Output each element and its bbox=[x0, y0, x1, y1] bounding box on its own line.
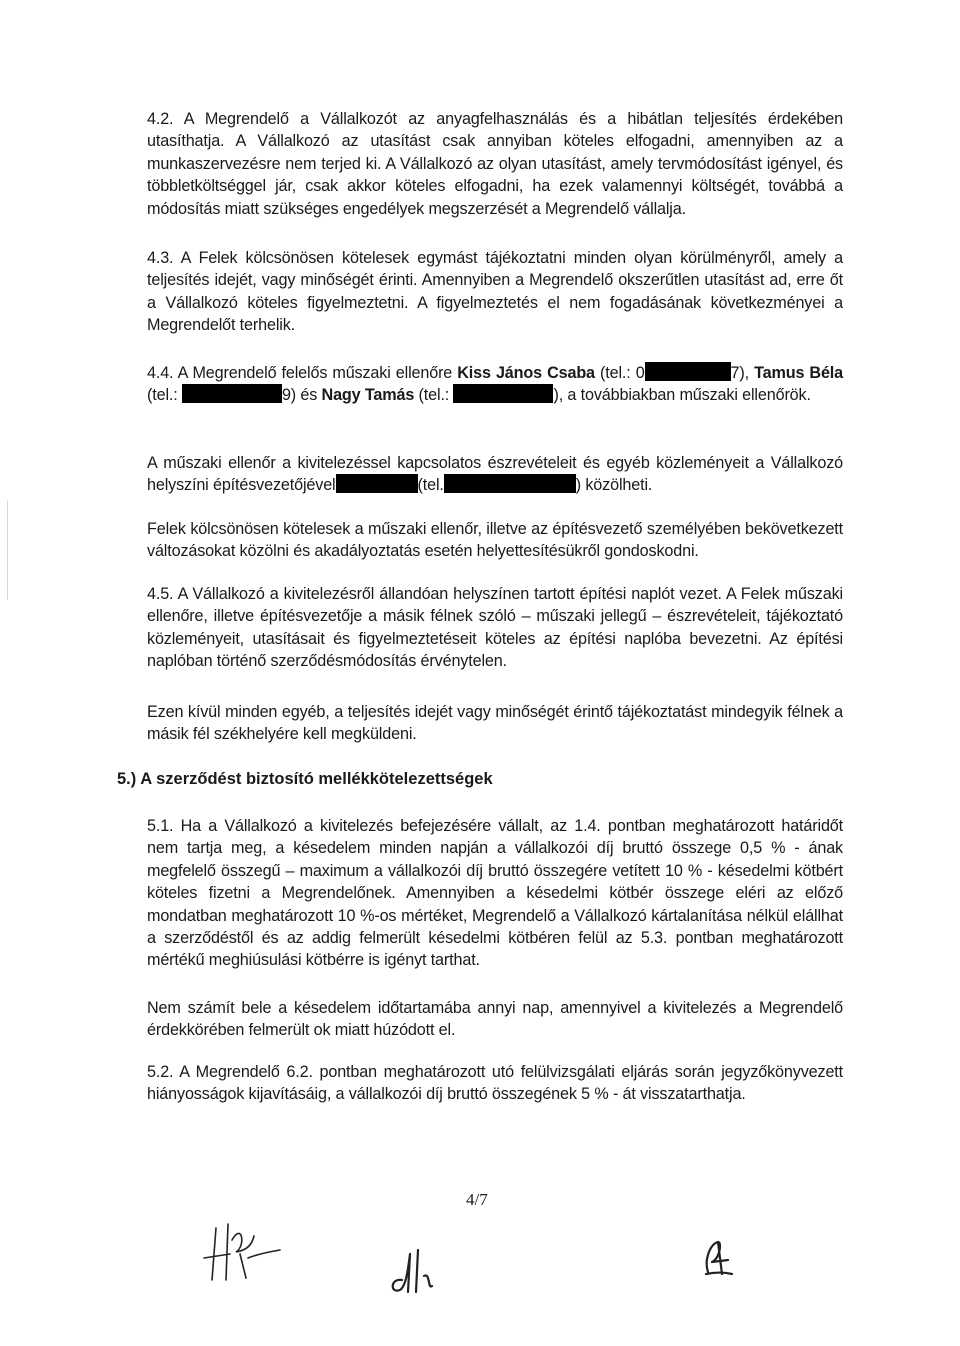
inspector-name-3: Nagy Tamás bbox=[321, 386, 415, 405]
paragraph-5-1: 5.1. Ha a Vállalkozó a kivitelezés befejezésére vállalt, az 1.4. pontban meghatározott határidőt nem tartja meg, a késedelem minden napján a vállalkozói díj bruttó összege 0,5 % - ának megfelelő összegű – maximum a vállalkozói díj bruttó összegére vetített 10 % - késedelmi kötbért köteles fizetni a Megrendelőnek. Amennyiben a késedelmi kötbér összege eléri az előző mondatban meghatározott 10 %-os mértéket, Megrendelő a Vállalkozó kártalanítása nélkül elállhat a szerződéstől és az addig felmerült késedelmi kötbéren felül az 5.3. pontban meghatározott mértékű meghiúsulási kötbérre is igényt tarthat. bbox=[147, 817, 843, 970]
scan-edge-line bbox=[7, 500, 8, 600]
inspector-name-2: Tamus Béla bbox=[754, 364, 843, 382]
paragraph-4-3: 4.3. A Felek kölcsönösen kötelesek egymást tájékoztatni minden olyan körülményről, amely a teljesítés idejét, vagy minőségét érinti. Amennyiben a Megrendelő okszerűtlen utasítást ad, erre őt a Vállalkozó köteles figyelmeztetni. A figyelmeztetés el nem fogadásának következményei a Megrendelőt terhelik. bbox=[147, 249, 843, 335]
section-5-heading: 5.) A szerződést biztosító mellékkötelezettségek bbox=[117, 770, 493, 788]
site-manager-text-b: (tel. bbox=[417, 476, 444, 495]
tel-close-1: 7), bbox=[730, 364, 755, 382]
paragraph-ezen: Ezen kívül minden egyéb, a teljesítés idejét vagy minőségét érintő tájékoztatást mindegyik félnek a másik fél székhelyére kell megküldeni. bbox=[147, 703, 843, 744]
page-number: 4/7 bbox=[466, 1190, 488, 1209]
tel-open-3: (tel.: bbox=[414, 386, 454, 405]
redacted-phone-2 bbox=[182, 384, 282, 403]
paragraph-site-manager bbox=[147, 452, 843, 497]
redacted-phone-1 bbox=[645, 362, 731, 381]
site-manager-text-c: ) közölheti. bbox=[575, 476, 653, 495]
signature-left bbox=[196, 1218, 286, 1288]
paragraph-nem-szamit: Nem számít bele a késedelem időtartamába annyi nap, amennyivel a kivitelezés a Megrendelő érdekkörében felmerült ok miatt húzódott el. bbox=[147, 999, 843, 1040]
inspector-name-1: Kiss János Csaba bbox=[457, 364, 595, 382]
signature-right bbox=[698, 1236, 738, 1280]
paragraph-4-2 bbox=[147, 108, 843, 220]
site-manager-text-a: A műszaki ellenőr a kivitelezéssel kapcsolatos észrevételeit és egyéb közleményeit a Vállalkozó helyszíni építésvezetőjével bbox=[147, 454, 843, 495]
signature-middle bbox=[388, 1240, 438, 1300]
paragraph-4-2-text-a: 4.2. A Megrendelő a Vállalkozót az anyagfelhasználás és a hibátlan teljesítés érdekében utasíthatja. A Vállalkozó az utasítást csak annyiban köteles elfogadni, amennyiben az a munkaszervezésre nem terjed ki. bbox=[147, 110, 843, 173]
redacted-site-manager-name bbox=[336, 474, 418, 493]
tel-close-3: ), a továbbiakban műszaki ellenőrök. bbox=[553, 386, 811, 405]
tel-open-2: (tel.: bbox=[147, 386, 182, 405]
paragraph-4-2-text-b: A Vállalkozó az olyan utasítást, amely tervmódosítást igényel, és többletköltséggel jár, csak akkor köteles elfogadni, ha ezek valamennyi költségét, továbbá a módosítás miatt szükséges engedélyek megszerzését a Megrendelő vállalja. bbox=[147, 154, 843, 218]
paragraph-4-4 bbox=[147, 362, 843, 407]
paragraph-4-4-intro: 4.4. A Megrendelő felelős műszaki ellenőre bbox=[147, 364, 458, 382]
tel-char-1: 0 bbox=[635, 364, 645, 382]
tel-close-2: 9) és bbox=[281, 386, 322, 405]
redacted-phone-3 bbox=[453, 384, 553, 403]
paragraph-4-5: 4.5. A Vállalkozó a kivitelezésről állandóan helyszínen tartott építési naplót vezet. A Felek műszaki ellenőre, illetve építésvezetője a másik félnek szóló – műszaki jellegű – észrevételeit, tájékoztató közleményeit, utasításait és figyelmeztetéseit köteles az építési naplóba bevezetni. Az építési naplóban történő szerződésmódosítás érvénytelen. bbox=[147, 585, 843, 671]
redacted-site-manager-phone bbox=[444, 474, 576, 493]
paragraph-5-2: 5.2. A Megrendelő 6.2. pontban meghatározott utó felülvizsgálati eljárás során jegyzőkönyvezett hiányosságok kijavításáig, a vállalkozói díj bruttó összegének 5 % - át visszatarthatja. bbox=[147, 1063, 843, 1104]
tel-open-1: (tel.: bbox=[594, 364, 636, 382]
paragraph-felek: Felek kölcsönösen kötelesek a műszaki ellenőr, illetve az építésvezető személyében bekövetkezett változásokat közölni és akadályoztatás esetén helyettesítésükről gondoskodni. bbox=[147, 520, 843, 561]
